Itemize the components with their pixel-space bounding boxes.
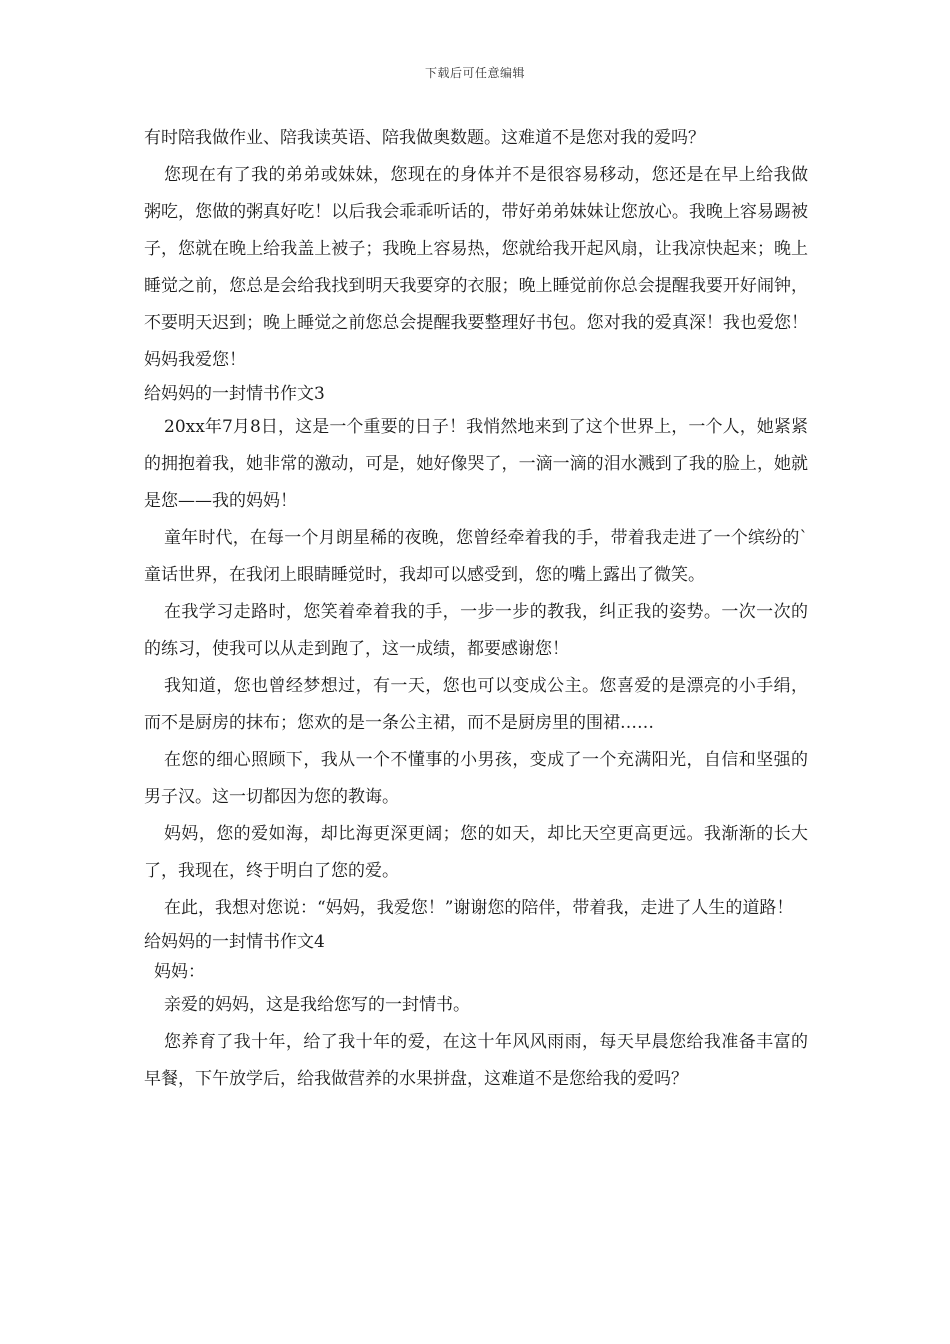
- paragraph-9: 在此，我想对您说：“妈妈，我爱您！”谢谢您的陪伴，带着我，走进了人生的道路！: [164, 898, 794, 918]
- essay-4-title: 给妈妈的一封情书作文4: [144, 932, 325, 952]
- document-body: [144, 120, 808, 1098]
- salutation: 妈妈：: [154, 962, 205, 982]
- paragraph-5: 在我学习走路时，您笑着牵着我的手，一步一步的教我，纠正我的姿势。一次一次的的练习，使我可以从走到跑了，这一成绩，都要感谢您！: [144, 602, 808, 659]
- paragraph-6: 我知道，您也曾经梦想过，有一天，您也可以变成公主。您喜爱的是漂亮的小手绢，而不是厨房的抹布；您欢的是一条公主裙，而不是厨房里的围裙……: [144, 676, 808, 733]
- essay-3-title: 给妈妈的一封情书作文3: [144, 384, 325, 404]
- paragraph-11: 您养育了我十年，给了我十年的爱，在这十年风风雨雨，每天早晨您给我准备丰富的早餐，下午放学后，给我做营养的水果拼盘，这难道不是您给我的爱吗？: [144, 1032, 808, 1089]
- page-header: 下载后可任意编辑: [424, 66, 525, 80]
- paragraph-3: 20xx年7月8日，这是一个重要的日子！我悄然地来到了这个世界上，一个人，她紧紧的拥抱着我，她非常的激动，可是，她好像哭了，一滴一滴的泪水溅到了我的脸上，她就是您——我的妈妈！: [144, 417, 808, 511]
- paragraph-4: 童年时代，在每一个月朗星稀的夜晚，您曾经牵着我的手，带着我走进了一个缤纷的`童话世界，在我闭上眼睛睡觉时，我却可以感受到，您的嘴上露出了微笑。: [144, 528, 808, 585]
- paragraph-7: 在您的细心照顾下，我从一个不懂事的小男孩，变成了一个充满阳光，自信和坚强的男子汉。这一切都因为您的教诲。: [144, 750, 808, 807]
- paragraph-8: 妈妈，您的爱如海，却比海更深更阔；您的如天，却比天空更高更远。我渐渐的长大了，我现在，终于明白了您的爱。: [144, 824, 808, 881]
- paragraph-1: 有时陪我做作业、陪我读英语、陪我做奥数题。这难道不是您对我的爱吗？: [144, 128, 705, 148]
- paragraph-10: 亲爱的妈妈，这是我给您写的一封情书。: [164, 995, 470, 1015]
- paragraph-2: 您现在有了我的弟弟或妹妹，您现在的身体并不是很容易移动，您还是在早上给我做粥吃，您做的粥真好吃！以后我会乖乖听话的，带好弟弟妹妹让您放心。我晚上容易踢被子，您就在晚上给我盖上被子；我晚上容易热，您就给我开起风扇，让我凉快起来；晚上睡觉之前，您总是会给我找到明天我要穿的衣服；晚上睡觉前你总会提醒我要开好闹钟，不要明天迟到；晚上睡觉之前您总会提醒我要整理好书包。您对我的爱真深！我也爱您！妈妈我爱您！: [144, 165, 808, 370]
